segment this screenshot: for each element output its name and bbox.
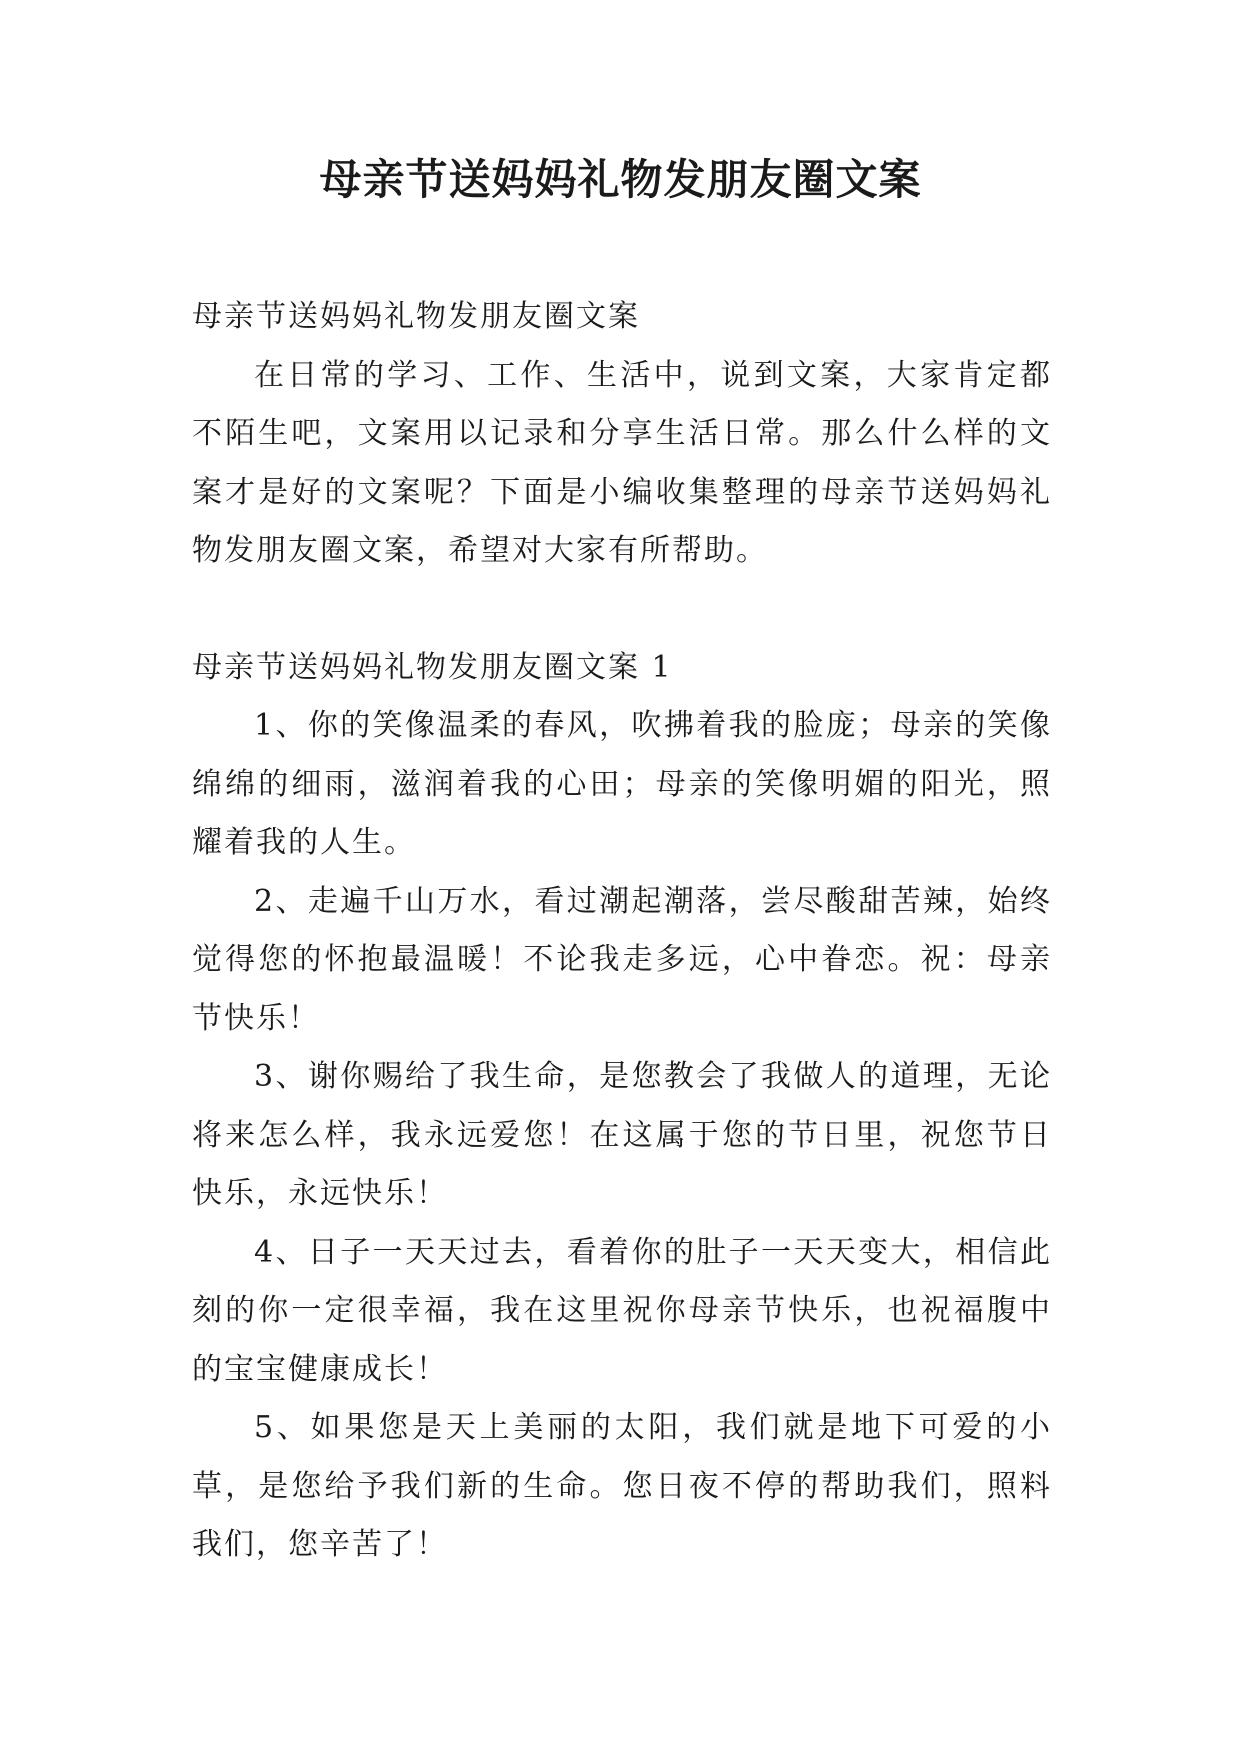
list-item: 5、如果您是天上美丽的太阳，我们就是地下可爱的小草，是您给予我们新的生命。您日夜不停的帮助我们，照料我们，您辛苦了！ <box>192 1410 1052 1562</box>
section-spacer <box>192 581 1052 639</box>
intro-heading: 母亲节送妈妈礼物发朋友圈文案 <box>192 299 640 334</box>
document-body <box>192 288 1052 1575</box>
document-title: 母亲节送妈妈礼物发朋友圈文案 <box>319 155 922 204</box>
intro-paragraph: 在日常的学习、工作、生活中，说到文案，大家肯定都不陌生吧，文案用以记录和分享生活日常。那么什么样的文案才是好的文案呢？下面是小编收集整理的母亲节送妈妈礼物发朋友圈文案，希望对大家有所帮助。 <box>192 357 1052 568</box>
list-item: 2、走遍千山万水，看过潮起潮落，尝尽酸甜苦辣，始终觉得您的怀抱最温暖！不论我走多远，心中眷恋。祝：母亲节快乐！ <box>192 883 1052 1036</box>
section-heading: 母亲节送妈妈礼物发朋友圈文案 1 <box>192 649 673 685</box>
list-item: 1、你的笑像温柔的春风，吹拂着我的脸庞；母亲的笑像绵绵的细雨，滋润着我的心田；母亲的笑像明媚的阳光，照耀着我的人生。 <box>192 708 1052 860</box>
list-item: 4、日子一天天过去，看着你的肚子一天天变大，相信此刻的你一定很幸福，我在这里祝你母亲节快乐，也祝福腹中的宝宝健康成长！ <box>192 1234 1052 1387</box>
list-item: 3、谢你赐给了我生命，是您教会了我做人的道理，无论将来怎么样，我永远爱您！在这属于您的节日里，祝您节日快乐，永远快乐！ <box>192 1059 1052 1211</box>
